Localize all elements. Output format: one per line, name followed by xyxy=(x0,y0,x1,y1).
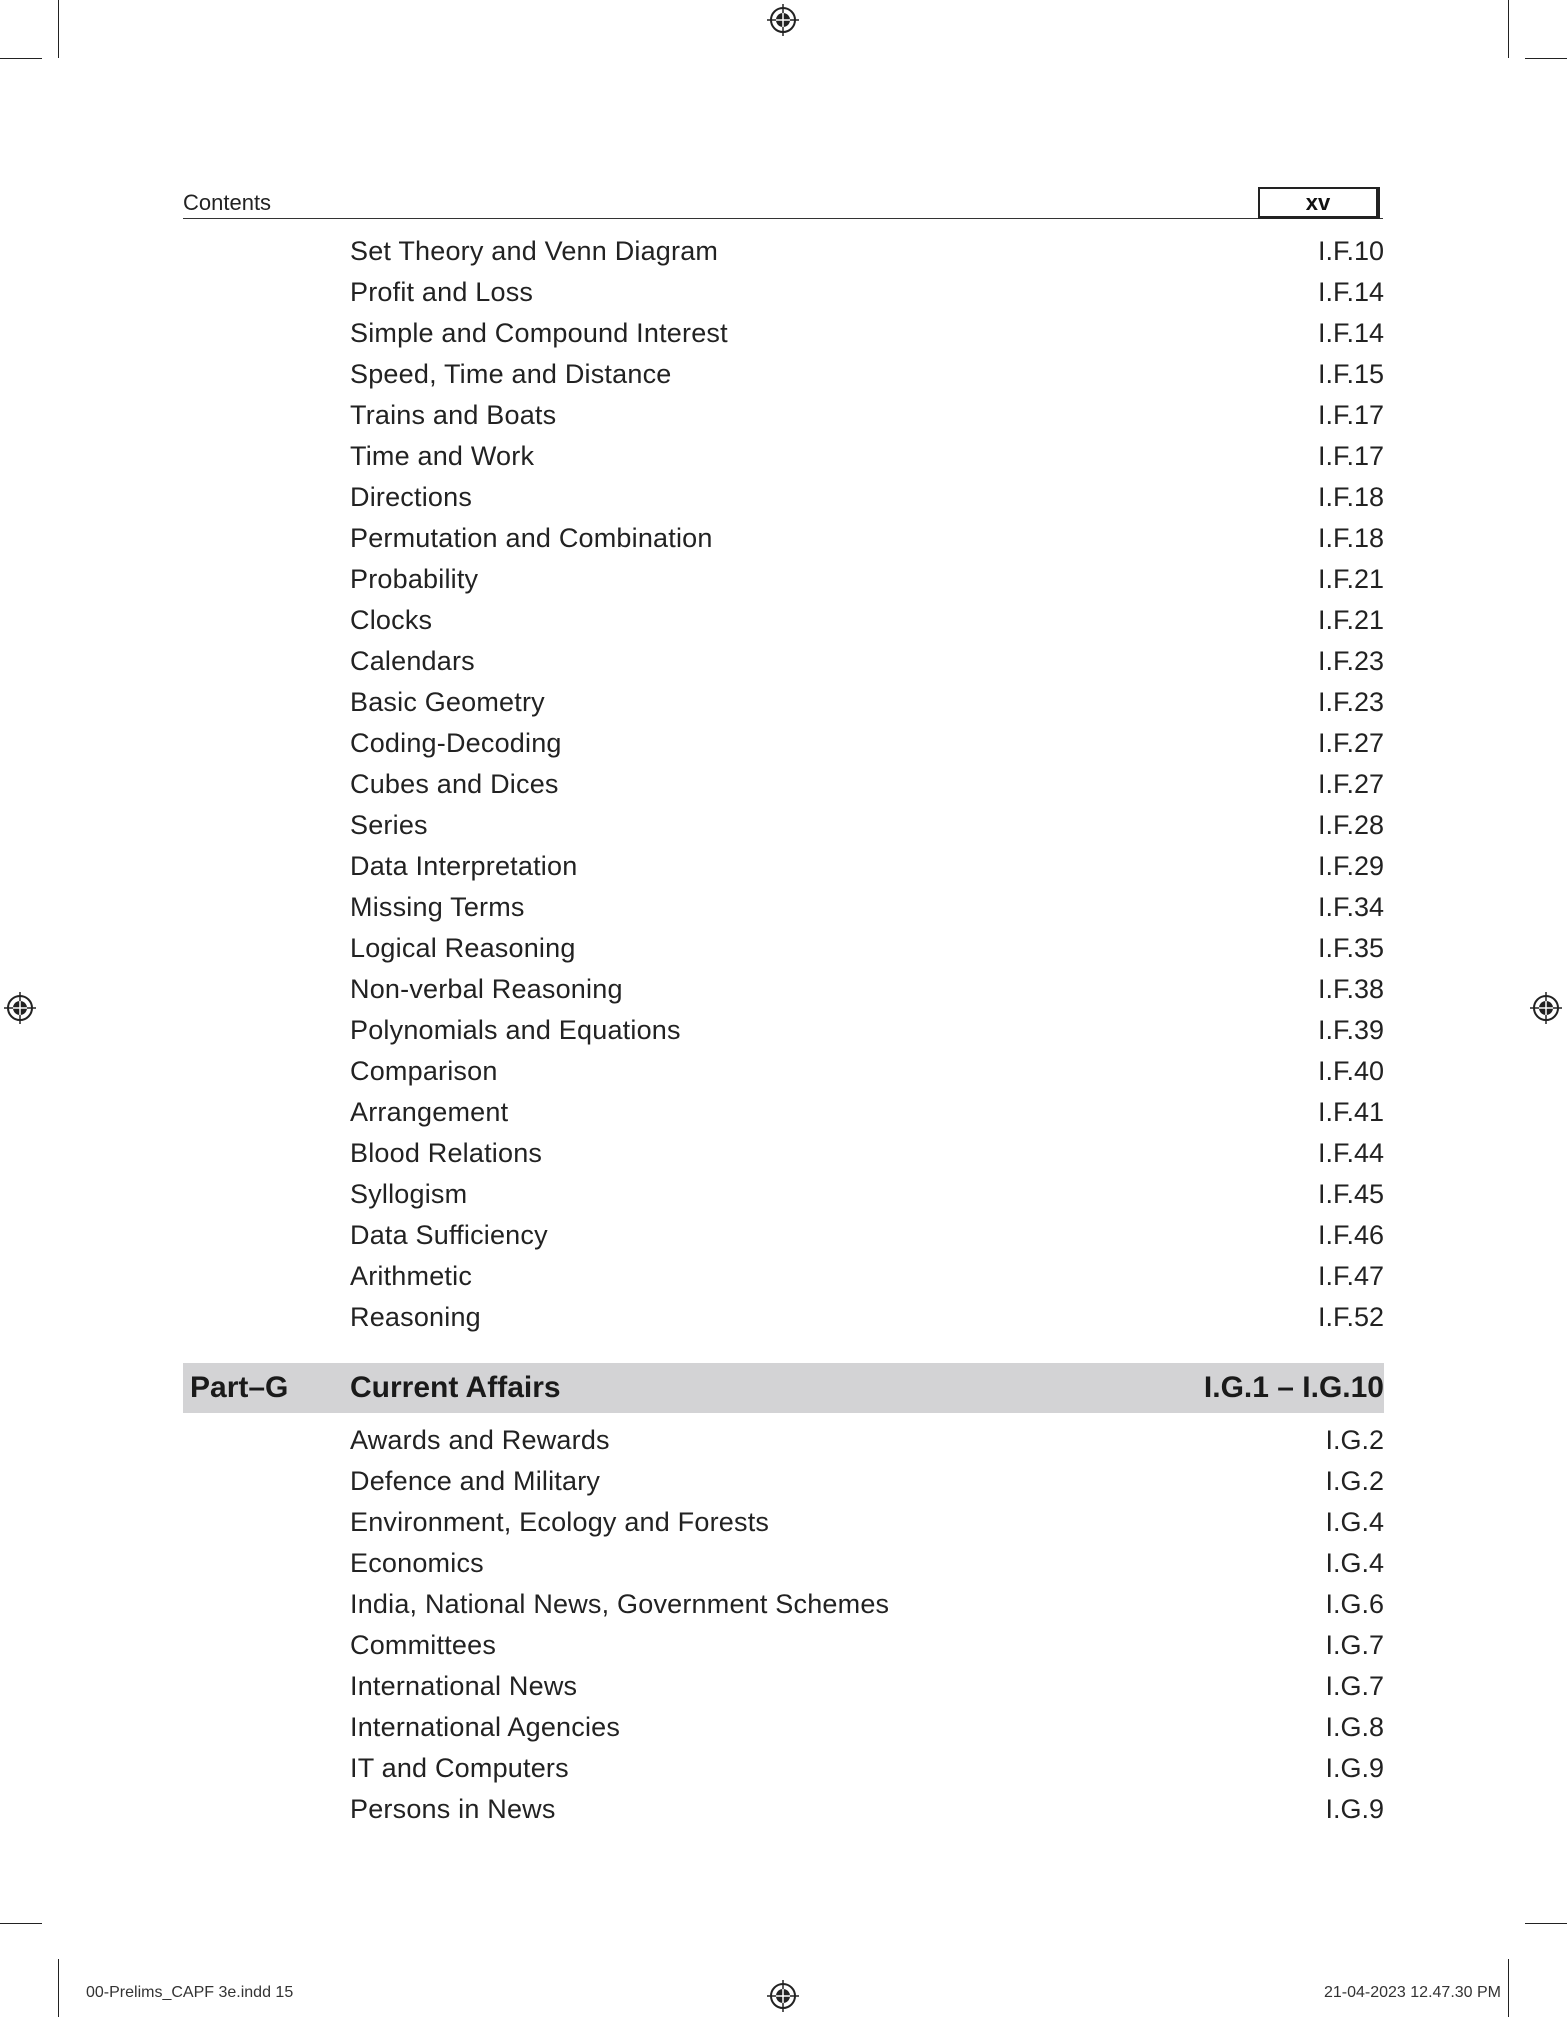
toc-entry-title: Data Sufficiency xyxy=(350,1220,548,1250)
toc-entry xyxy=(350,600,1384,641)
toc-entry-page: I.G.4 xyxy=(1325,1507,1384,1537)
toc-entry xyxy=(350,1748,1384,1789)
toc-entry-page: I.F.14 xyxy=(1317,277,1384,307)
toc-entry-title: Syllogism xyxy=(350,1179,468,1209)
toc-entry-title: Set Theory and Venn Diagram xyxy=(350,236,719,266)
toc-entry-page: I.F.14 xyxy=(1317,318,1384,348)
file-slug: 00-Prelims_CAPF 3e.indd 15 xyxy=(86,1984,294,2001)
toc-entry-title: Series xyxy=(350,810,428,840)
toc-entry-title: Speed, Time and Distance xyxy=(350,359,672,389)
running-header-label: Contents xyxy=(183,190,272,215)
toc-entry-title: Awards and Rewards xyxy=(350,1425,610,1455)
crop-mark-top-right xyxy=(1508,0,1509,58)
toc-entry-page: I.G.8 xyxy=(1325,1712,1384,1742)
toc-entry-page: I.F.27 xyxy=(1317,769,1384,799)
toc-entry xyxy=(350,231,1384,272)
toc-entry xyxy=(350,1215,1384,1256)
crop-mark-bottom-left-h xyxy=(0,1923,42,1924)
crop-mark-top-left xyxy=(58,0,59,58)
toc-entry-title: Data Interpretation xyxy=(350,851,578,881)
registration-mark-icon xyxy=(766,1979,800,2013)
header-rule xyxy=(183,218,1383,219)
toc-entry-page: I.F.39 xyxy=(1317,1015,1384,1045)
toc-entry xyxy=(350,682,1384,723)
toc-entry-page: I.F.23 xyxy=(1317,687,1384,717)
toc-entry-title: Arithmetic xyxy=(350,1261,473,1291)
toc-entry xyxy=(350,477,1384,518)
toc-entry-title: Defence and Military xyxy=(350,1466,601,1496)
toc-entry-page: I.F.38 xyxy=(1317,974,1384,1004)
toc-entry xyxy=(350,395,1384,436)
toc-entry xyxy=(350,723,1384,764)
toc-entry-title: Economics xyxy=(350,1548,484,1578)
toc-entry-page: I.F.18 xyxy=(1317,482,1384,512)
registration-mark-icon xyxy=(3,991,37,1025)
toc-entry xyxy=(350,1461,1384,1502)
toc-entry-page: I.F.17 xyxy=(1317,400,1384,430)
toc-entry xyxy=(350,1502,1384,1543)
toc-entry-title: Polynomials and Equations xyxy=(350,1015,681,1045)
crop-mark-bottom-right-h xyxy=(1525,1923,1567,1924)
toc-entry xyxy=(350,1543,1384,1584)
toc-entry-title: Missing Terms xyxy=(350,892,525,922)
toc-entry-page: I.G.9 xyxy=(1325,1753,1384,1783)
toc-entry xyxy=(350,928,1384,969)
toc-entry-page: I.F.34 xyxy=(1317,892,1384,922)
toc-entry-page: I.F.23 xyxy=(1317,646,1384,676)
part-label: Part–G xyxy=(190,1371,289,1404)
toc-entry xyxy=(350,887,1384,928)
crop-mark-top-left-h xyxy=(0,58,42,59)
toc-entry xyxy=(350,272,1384,313)
toc-entry-title: Probability xyxy=(350,564,479,594)
toc-entry-title: Simple and Compound Interest xyxy=(350,318,728,348)
toc-entry-title: Directions xyxy=(350,482,473,512)
toc-entry-page: I.F.28 xyxy=(1317,810,1384,840)
toc-entry xyxy=(350,313,1384,354)
toc-entry-title: Blood Relations xyxy=(350,1138,543,1168)
toc-entry-title: Persons in News xyxy=(350,1794,556,1824)
toc-entry-page: I.F.40 xyxy=(1317,1056,1384,1086)
toc-entry-page: I.G.6 xyxy=(1325,1589,1384,1619)
toc-entry-title: Clocks xyxy=(350,605,433,635)
toc-entry-title: Profit and Loss xyxy=(350,277,534,307)
toc-entry-title: Trains and Boats xyxy=(350,400,557,430)
toc-entry-page: I.F.35 xyxy=(1317,933,1384,963)
toc-entry-page: I.G.9 xyxy=(1325,1794,1384,1824)
toc-entry-title: Permutation and Combination xyxy=(350,523,713,553)
toc-entry-title: Committees xyxy=(350,1630,497,1660)
toc-entry xyxy=(350,846,1384,887)
toc-entry-page: I.F.52 xyxy=(1317,1302,1384,1332)
toc-entry-title: Basic Geometry xyxy=(350,687,545,717)
crop-mark-bottom-right xyxy=(1508,1959,1509,2017)
toc-entry xyxy=(350,1666,1384,1707)
registration-mark-icon xyxy=(1529,991,1563,1025)
toc-entry-title: Cubes and Dices xyxy=(350,769,559,799)
toc-entry xyxy=(350,1297,1384,1338)
toc-entry-page: I.F.21 xyxy=(1317,564,1384,594)
toc-entry-page: I.G.2 xyxy=(1325,1425,1384,1455)
toc-entry-title: International News xyxy=(350,1671,578,1701)
toc-entry xyxy=(350,1420,1384,1461)
toc-entry-title: Calendars xyxy=(350,646,475,676)
toc-entry xyxy=(350,1789,1384,1830)
toc-entry-page: I.G.2 xyxy=(1325,1466,1384,1496)
toc-entry-title: International Agencies xyxy=(350,1712,621,1742)
toc-entry-page: I.F.15 xyxy=(1317,359,1384,389)
toc-entry-title: Arrangement xyxy=(350,1097,509,1127)
toc-entry-title: Non-verbal Reasoning xyxy=(350,974,623,1004)
part-g-heading xyxy=(183,1363,1384,1413)
toc-entry-title: Logical Reasoning xyxy=(350,933,576,963)
toc-entry xyxy=(350,1010,1384,1051)
page-number: xv xyxy=(1258,187,1380,219)
toc-entry-page: I.F.17 xyxy=(1317,441,1384,471)
toc-entry-title: Environment, Ecology and Forests xyxy=(350,1507,770,1537)
toc-entry xyxy=(350,1707,1384,1748)
toc-entry-page: I.F.45 xyxy=(1317,1179,1384,1209)
toc-entry-title: Comparison xyxy=(350,1056,498,1086)
toc-entry xyxy=(350,969,1384,1010)
toc-entry-page: I.G.7 xyxy=(1325,1671,1384,1701)
toc-entry xyxy=(350,1174,1384,1215)
toc-entry-page: I.F.18 xyxy=(1317,523,1384,553)
toc-entry xyxy=(350,1256,1384,1297)
part-title: Current Affairs xyxy=(350,1371,561,1404)
toc-entry-page: I.F.29 xyxy=(1317,851,1384,881)
toc-entry-title: Coding-Decoding xyxy=(350,728,562,758)
toc-entry xyxy=(350,354,1384,395)
crop-mark-top-right-h xyxy=(1525,58,1567,59)
toc-entry-title: Time and Work xyxy=(350,441,535,471)
toc-entry-page: I.F.46 xyxy=(1317,1220,1384,1250)
toc-entry xyxy=(350,436,1384,477)
print-timestamp: 21-04-2023 12.47.30 PM xyxy=(1323,1984,1501,2001)
toc-entry xyxy=(350,559,1384,600)
toc-entry-page: I.F.10 xyxy=(1317,236,1384,266)
toc-entry xyxy=(350,805,1384,846)
toc-entry-page: I.F.47 xyxy=(1317,1261,1384,1291)
toc-entry xyxy=(350,1625,1384,1666)
toc-entry-title: Reasoning xyxy=(350,1302,481,1332)
toc-entry xyxy=(350,1133,1384,1174)
toc-entry-page: I.F.44 xyxy=(1317,1138,1384,1168)
toc-entry-page: I.G.7 xyxy=(1325,1630,1384,1660)
toc-entry xyxy=(350,641,1384,682)
toc-entry-page: I.G.4 xyxy=(1325,1548,1384,1578)
crop-mark-bottom-left xyxy=(58,1959,59,2017)
toc-entry-title: IT and Computers xyxy=(350,1753,569,1783)
toc-entry-page: I.F.27 xyxy=(1317,728,1384,758)
toc-entry xyxy=(350,1051,1384,1092)
toc-entry-title: India, National News, Government Schemes xyxy=(350,1589,890,1619)
toc-entry-page: I.F.41 xyxy=(1317,1097,1384,1127)
toc-entry xyxy=(350,518,1384,559)
toc-entry xyxy=(350,1584,1384,1625)
toc-entry xyxy=(350,1092,1384,1133)
toc-entry xyxy=(350,764,1384,805)
toc-entry-page: I.F.21 xyxy=(1317,605,1384,635)
registration-mark-icon xyxy=(766,3,800,37)
part-page-range: I.G.1 – I.G.10 xyxy=(1203,1371,1384,1404)
